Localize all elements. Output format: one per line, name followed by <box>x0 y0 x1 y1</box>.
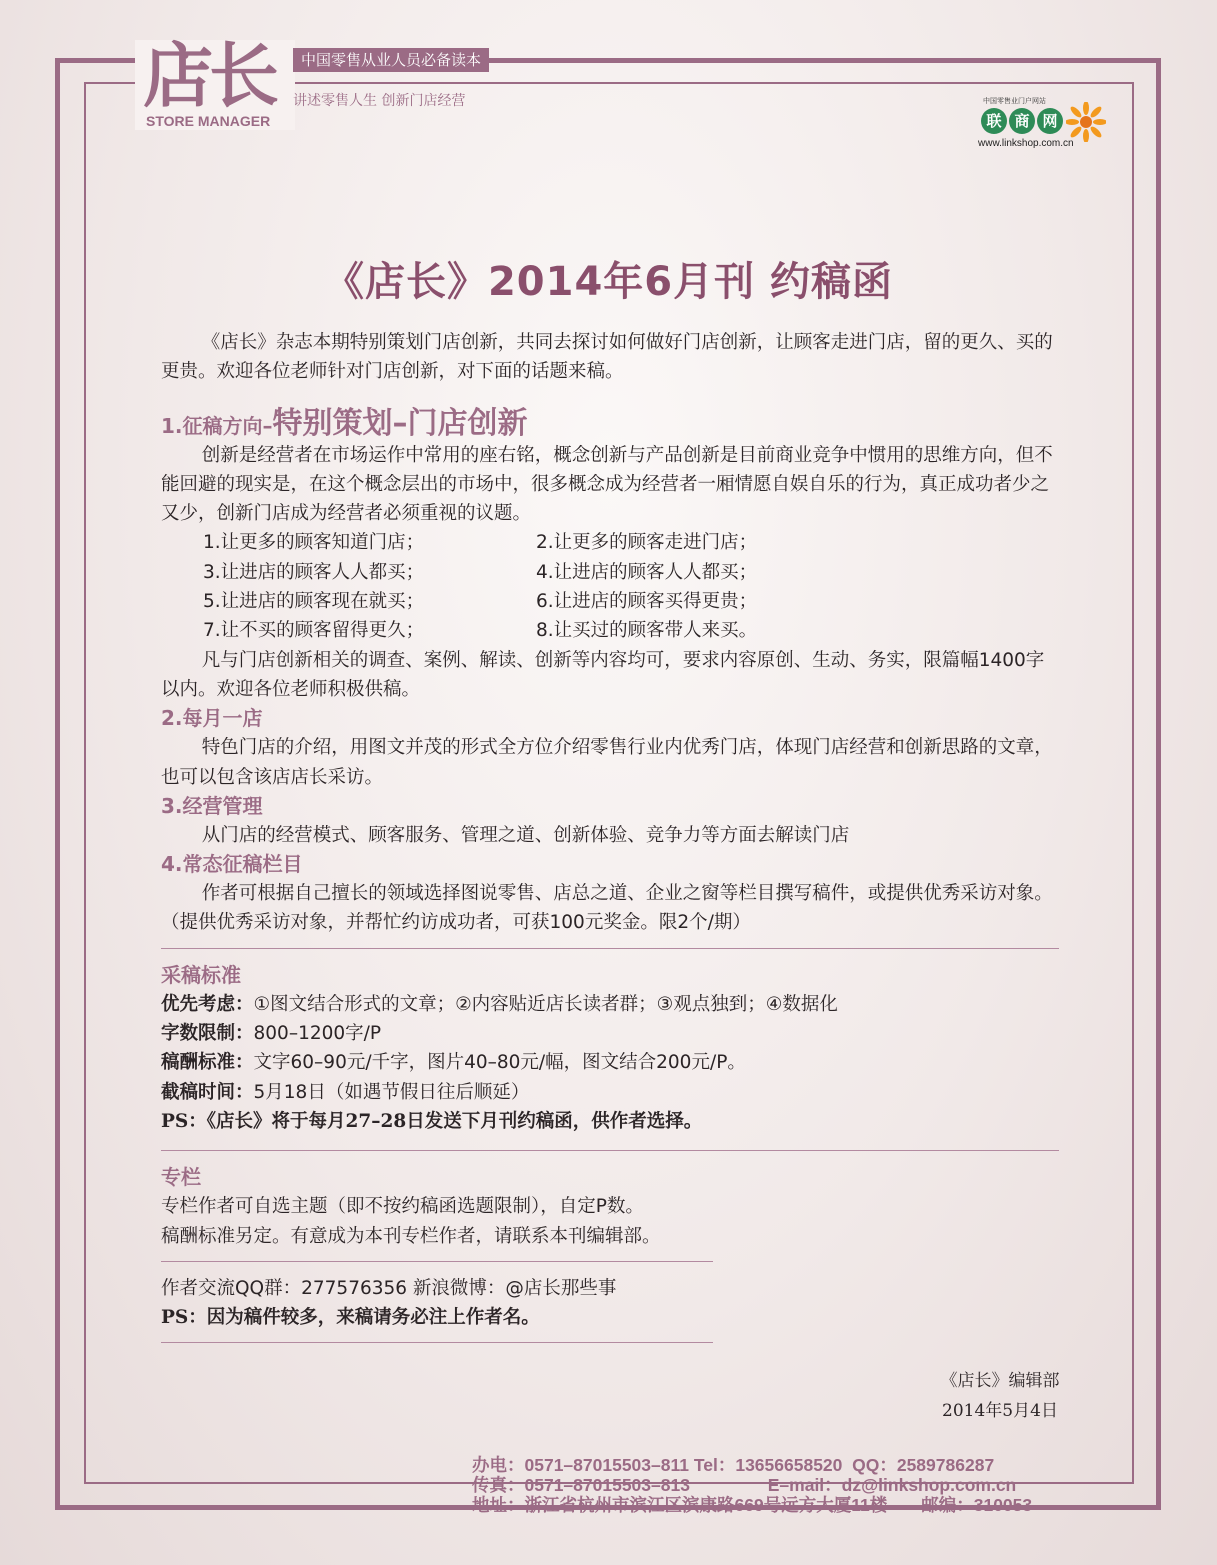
partner-char: 网 <box>1037 108 1063 134</box>
list-item: 2.让更多的顾客走进门店； <box>536 532 758 554</box>
list-item: 5.让进店的顾客现在就买； <box>203 591 425 613</box>
column-line2: 稿酬标准另定。有意成为本刊专栏作者，请联系本刊编辑部。 <box>161 1225 661 1247</box>
section1-requirements: 凡与门店创新相关的调查、案例、解读、创新等内容均可，要求内容原创、生动、务实，限篇幅1400字以内。欢迎各位老师积极供稿。 <box>161 649 1045 700</box>
divider <box>161 948 1059 949</box>
contact-line: 传真：0571–87015503–813 E–mail：dz@linkshop.com.cn <box>472 1475 1017 1495</box>
deadline-value: 5月18日（如遇节假日往后顺延） <box>253 1081 530 1103</box>
priority-line <box>161 990 1061 1019</box>
section1-heading-small: 1.征稿方向– <box>161 413 273 438</box>
standards-ps: PS：《店长》将于每月27–28日发送下月刊约稿函，供作者选择。 <box>161 1110 703 1132</box>
section2-heading: 2.每月一店 <box>161 706 263 731</box>
divider <box>161 1261 713 1262</box>
contact-line: 地址：浙江省杭州市滨江区滨康路669号远方大厦11楼 邮编：310053 <box>472 1495 1033 1515</box>
column-heading: 专栏 <box>161 1165 201 1190</box>
list-row <box>161 616 1061 645</box>
deadline-line <box>161 1078 1061 1107</box>
letter-body <box>161 328 1061 1355</box>
signature <box>925 1366 1075 1426</box>
section3-heading: 3.经营管理 <box>161 793 263 818</box>
section4-text: 作者可根据自己擅长的领域选择图说零售、店总之道、企业之窗等栏目撰写稿件，或提供优秀采访对象。（提供优秀采访对象，并帮忙约访成功者，可获100元奖金。限2个/期） <box>161 883 1053 934</box>
tagline: 中国零售从业人员必备读本 <box>293 48 489 72</box>
section1-heading <box>161 405 1061 441</box>
section2-text: 特色门店的介绍，用图文并茂的形式全方位介绍零售行业内优秀门店，体现门店经营和创新思路的文章，也可以包含该店店长采访。 <box>161 737 1053 788</box>
divider <box>161 1150 1059 1151</box>
signature-date: 2014年5月4日 <box>942 1401 1058 1421</box>
intro-paragraph: 《店长》杂志本期特别策划门店创新，共同去探讨如何做好门店创新，让顾客走进门店，留的更久、买的更贵。欢迎各位老师针对门店创新，对下面的话题来稿。 <box>161 332 1053 383</box>
community-ps: PS：因为稿件较多，来稿请务必注上作者名。 <box>161 1307 540 1329</box>
fee-label: 稿酬标准： <box>161 1052 254 1074</box>
list-item: 1.让更多的顾客知道门店； <box>203 532 425 554</box>
section3-text: 从门店的经营模式、顾客服务、管理之道、创新体验、竞争力等方面去解读门店 <box>201 824 850 846</box>
contact-info <box>472 1455 1032 1515</box>
partner-top-text: 中国零售业门户网站 <box>983 97 1046 105</box>
list-row <box>161 587 1061 616</box>
list-item: 3.让进店的顾客人人都买； <box>203 561 425 583</box>
section1-heading-big: 特别策划–门店创新 <box>272 405 528 441</box>
partner-char: 联 <box>981 108 1007 134</box>
slogan: 讲述零售人生 创新门店经营 <box>293 93 466 109</box>
length-line <box>161 1019 1061 1048</box>
fee-line <box>161 1048 1061 1077</box>
list-item: 4.让进店的顾客人人都买； <box>536 561 758 583</box>
partner-logo <box>978 96 1118 156</box>
column-line1: 专栏作者可自选主题（即不按约稿函选题限制），自定P数。 <box>161 1196 644 1218</box>
list-row <box>161 528 1061 557</box>
length-value: 800–1200字/P <box>253 1023 382 1045</box>
priority-value: ①图文结合形式的文章；②内容贴近店长读者群；③观点独到；④数据化 <box>253 993 838 1015</box>
section4-heading: 4.常态征稿栏目 <box>161 852 303 877</box>
qq-line: 作者交流QQ群：277576356 新浪微博：@店长那些事 <box>161 1277 617 1299</box>
list-item: 7.让不买的顾客留得更久； <box>203 620 425 642</box>
fee-value: 文字60–90元/千字，图片40–80元/幅，图文结合200元/P。 <box>253 1052 746 1074</box>
priority-label: 优先考虑： <box>161 993 254 1015</box>
page-title: 《店长》2014年6月刊 约稿函 <box>323 259 894 305</box>
standards-heading: 采稿标准 <box>161 962 241 987</box>
partner-name <box>981 108 1063 134</box>
list-item: 6.让进店的顾客买得更贵； <box>536 591 758 613</box>
contact-line: 办电：0571–87015503–811 Tel：13656658520 QQ：2589786287 <box>472 1455 995 1475</box>
divider <box>161 1342 713 1343</box>
signature-dept: 《店长》编辑部 <box>940 1371 1060 1391</box>
section1-text: 创新是经营者在市场运作中常用的座右铭，概念创新与产品创新是目前商业竞争中惯用的思维方向，但不能回避的现实是，在这个概念层出的市场中，很多概念成为经营者一厢情愿自娱自乐的行为，真正成功者少之又少，创新门店成为经营者必须重视的议题。 <box>161 444 1053 525</box>
partner-char: 商 <box>1009 108 1035 134</box>
length-label: 字数限制： <box>161 1023 254 1045</box>
list-item: 8.让买过的顾客带人来买。 <box>536 620 758 642</box>
logo-en: STORE MANAGER <box>146 113 271 129</box>
logo-cn: 店长 <box>143 35 275 117</box>
deadline-label: 截稿时间： <box>161 1081 254 1103</box>
partner-url: www.linkshop.com.cn <box>978 138 1074 149</box>
list-row <box>161 558 1061 587</box>
sun-icon <box>1066 102 1106 142</box>
